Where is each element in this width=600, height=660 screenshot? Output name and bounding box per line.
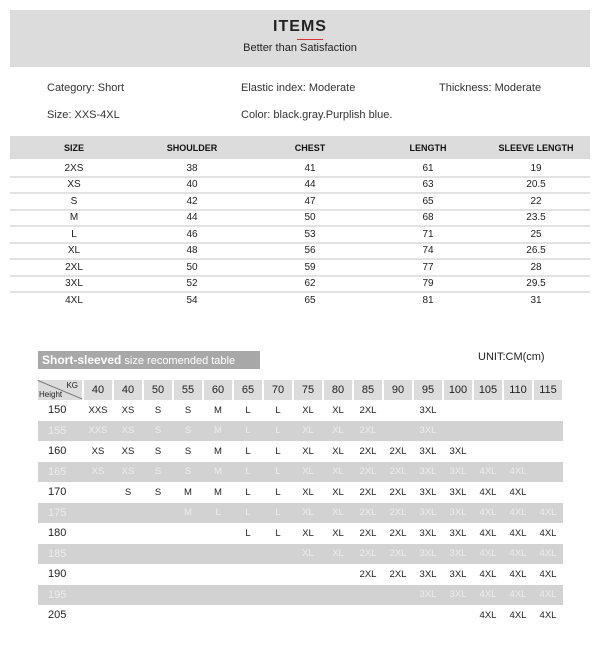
size-recommend-cell <box>503 441 533 462</box>
size-recommend-cell <box>83 482 113 503</box>
size-recommend-cell <box>383 400 413 421</box>
size-recommend-cell <box>113 523 143 544</box>
size-table-row <box>10 177 590 194</box>
size-recommend-cell <box>233 585 263 606</box>
recommend-table <box>38 380 564 626</box>
size-recommend-cell: XL <box>293 462 323 483</box>
weight-header: 80 <box>323 380 353 400</box>
size-recommend-cell: 2XL <box>353 421 383 442</box>
size-recommend-cell <box>533 421 563 442</box>
weight-header: 70 <box>263 380 293 400</box>
size-cell: 63 <box>374 177 482 194</box>
weight-header: 75 <box>293 380 323 400</box>
size-recommend-cell: XS <box>113 462 143 483</box>
weight-header: 40 <box>83 380 113 400</box>
size-cell: 25 <box>482 226 590 243</box>
size-cell: 22 <box>482 193 590 210</box>
size-recommend-cell: S <box>173 462 203 483</box>
size-recommend-cell: 4XL <box>533 585 563 606</box>
size-recommend-cell <box>83 544 113 565</box>
size-cell: 74 <box>374 243 482 260</box>
size-recommend-cell: 2XL <box>383 544 413 565</box>
size-recommend-cell: 2XL <box>389 445 407 457</box>
unit-label: UNIT:CM(cm) <box>478 351 545 363</box>
size-recommend-cell: 3XL <box>419 568 437 580</box>
size-cell: M <box>10 210 138 227</box>
size-recommend-cell: 4XL <box>479 527 497 539</box>
size-recommend-cell: XL <box>302 404 314 416</box>
recommend-row <box>38 585 563 606</box>
page-title: ITEMS <box>273 18 327 35</box>
size-recommend-cell <box>203 564 233 585</box>
size-cell: S <box>10 193 138 210</box>
size-recommend-cell <box>353 605 383 626</box>
size-recommend-cell <box>173 523 203 544</box>
size-cell: XL <box>10 243 138 260</box>
size-cell: 47 <box>246 193 374 210</box>
size-cell: 65 <box>374 193 482 210</box>
size-recommend-cell: 4XL <box>539 527 557 539</box>
size-cell: 26.5 <box>482 243 590 260</box>
size-recommend-cell: 3XL <box>413 585 443 606</box>
size-recommend-cell <box>473 441 503 462</box>
height-label: 165 <box>38 462 83 483</box>
size-recommend-cell <box>503 421 533 442</box>
size-table-row <box>10 243 590 260</box>
size-table <box>10 136 590 309</box>
size-recommend-cell <box>383 585 413 606</box>
size-cell: 50 <box>138 259 246 276</box>
size-recommend-cell: 2XL <box>359 527 377 539</box>
size-recommend-cell: 4XL <box>533 503 563 524</box>
size-cell: 38 <box>138 160 246 177</box>
size-recommend-cell: S <box>154 486 162 498</box>
size-recommend-cell: L <box>245 445 251 457</box>
weight-header: 90 <box>383 380 413 400</box>
size-recommend-cell <box>173 585 203 606</box>
size-recommend-cell: M <box>203 462 233 483</box>
size-cell: 42 <box>138 193 246 210</box>
size-cell: 79 <box>374 276 482 293</box>
elastic-info: Elastic index: Moderate <box>241 82 356 94</box>
size-recommend-cell: XS <box>91 445 105 457</box>
recommend-row <box>38 400 563 421</box>
color-info: Color: black.gray.Purplish blue. <box>241 109 393 121</box>
size-recommend-cell: 2XL <box>389 486 407 498</box>
size-recommend-cell: 4XL <box>479 568 497 580</box>
height-label: 195 <box>38 585 83 606</box>
height-label: 185 <box>38 544 83 565</box>
recommend-tag <box>38 351 260 369</box>
size-recommend-cell: S <box>154 445 162 457</box>
recommend-row <box>38 523 563 544</box>
size-table-row <box>10 226 590 243</box>
weight-header: 65 <box>233 380 263 400</box>
size-table-header <box>10 136 590 160</box>
recommend-row <box>38 462 563 483</box>
size-recommend-cell: XL <box>302 445 314 457</box>
size-recommend-cell <box>143 523 173 544</box>
size-recommend-cell: 3XL <box>449 486 467 498</box>
size-recommend-cell: XL <box>323 503 353 524</box>
size-cell: 62 <box>246 276 374 293</box>
size-recommend-cell: 2XL <box>389 527 407 539</box>
size-recommend-cell: L <box>245 404 251 416</box>
size-recommend-cell: 4XL <box>509 609 527 621</box>
size-recommend-cell: 2XL <box>359 486 377 498</box>
size-recommend-cell: 3XL <box>419 445 437 457</box>
size-recommend-cell: XXS <box>83 421 113 442</box>
size-recommend-cell <box>533 482 563 503</box>
size-recommend-cell <box>83 605 113 626</box>
size-recommend-cell: 3XL <box>413 544 443 565</box>
size-recommend-cell: 4XL <box>539 568 557 580</box>
size-cell: 52 <box>138 276 246 293</box>
size-recommend-cell: XL <box>332 404 344 416</box>
size-recommend-cell: XS <box>121 404 135 416</box>
size-recommend-cell: XS <box>121 445 135 457</box>
height-label: 150 <box>48 404 67 417</box>
size-recommend-cell: 4XL <box>533 544 563 565</box>
corner-kg-label: KG <box>66 381 78 390</box>
size-recommend-cell: L <box>263 462 293 483</box>
size-recommend-cell: 4XL <box>509 486 527 498</box>
size-recommend-cell <box>503 400 533 421</box>
size-recommend-cell <box>113 605 143 626</box>
weight-header: 60 <box>203 380 233 400</box>
size-recommend-cell: S <box>124 486 132 498</box>
recommend-table-header <box>38 380 563 400</box>
size-recommend-cell: 4XL <box>503 462 533 483</box>
size-recommend-cell: 2XL <box>359 568 377 580</box>
size-recommend-cell <box>323 564 353 585</box>
size-col-header: SHOULDER <box>138 136 246 160</box>
recommend-row <box>38 482 563 503</box>
size-cell: 53 <box>246 226 374 243</box>
weight-header: 110 <box>503 380 533 400</box>
title-underline <box>297 39 323 40</box>
size-recommend-cell <box>143 605 173 626</box>
size-cell: 19 <box>482 160 590 177</box>
size-recommend-cell: XL <box>302 486 314 498</box>
size-cell: 31 <box>530 295 542 307</box>
size-recommend-cell: 4XL <box>479 486 497 498</box>
size-recommend-cell: XL <box>332 527 344 539</box>
size-recommend-cell <box>113 564 143 585</box>
size-col-header: LENGTH <box>374 136 482 160</box>
size-recommend-cell: 2XL <box>353 544 383 565</box>
size-recommend-cell <box>473 400 503 421</box>
size-recommend-cell: XL <box>323 462 353 483</box>
size-recommend-cell: 2XL <box>383 462 413 483</box>
size-recommend-cell: XL <box>293 503 323 524</box>
size-cell: 4XL <box>65 295 83 307</box>
size-recommend-cell <box>533 462 563 483</box>
weight-header: 40 <box>113 380 143 400</box>
size-recommend-cell: M <box>214 486 222 498</box>
size-recommend-cell: 3XL <box>449 527 467 539</box>
size-recommend-cell <box>413 605 443 626</box>
recommend-row <box>38 544 563 565</box>
size-cell: 59 <box>246 259 374 276</box>
size-recommend-cell: XL <box>293 544 323 565</box>
size-recommend-cell: M <box>173 503 203 524</box>
size-recommend-cell: XS <box>83 462 113 483</box>
size-recommend-cell: M <box>214 404 222 416</box>
size-recommend-cell: L <box>263 421 293 442</box>
size-recommend-cell: 3XL <box>413 503 443 524</box>
size-recommend-cell <box>263 544 293 565</box>
size-recommend-cell: S <box>143 462 173 483</box>
size-recommend-cell: 3XL <box>443 503 473 524</box>
size-cell: 40 <box>138 177 246 194</box>
size-recommend-cell <box>263 564 293 585</box>
size-table-row <box>10 193 590 210</box>
size-recommend-cell: XL <box>293 421 323 442</box>
size-recommend-cell: L <box>203 503 233 524</box>
size-recommend-cell: L <box>233 421 263 442</box>
size-cell: 2XL <box>10 259 138 276</box>
height-label: 155 <box>38 421 83 442</box>
size-recommend-cell <box>233 544 263 565</box>
size-recommend-cell: S <box>184 404 192 416</box>
size-cell: 23.5 <box>482 210 590 227</box>
size-cell: 46 <box>138 226 246 243</box>
size-col-header: SLEEVE LENGTH <box>482 136 590 160</box>
height-label: 170 <box>48 486 67 499</box>
size-recommend-cell <box>323 585 353 606</box>
size-recommend-cell: 4XL <box>473 462 503 483</box>
size-cell: 44 <box>246 177 374 194</box>
corner-height-label: Height <box>39 390 63 399</box>
size-recommend-cell <box>173 605 203 626</box>
height-label: 205 <box>48 609 67 622</box>
size-cell: 54 <box>186 295 198 307</box>
size-cell: 81 <box>422 295 434 307</box>
size-recommend-cell: XL <box>302 527 314 539</box>
size-recommend-cell <box>143 585 173 606</box>
size-recommend-cell <box>233 605 263 626</box>
size-recommend-cell: 2XL <box>389 568 407 580</box>
size-recommend-cell: XS <box>113 421 143 442</box>
size-recommend-cell <box>113 585 143 606</box>
weight-header: 85 <box>353 380 383 400</box>
size-recommend-cell: 3XL <box>419 486 437 498</box>
weight-header: 55 <box>173 380 203 400</box>
recommend-row <box>38 421 563 442</box>
size-recommend-cell <box>113 544 143 565</box>
weight-header: 115 <box>533 380 563 400</box>
size-recommend-cell <box>143 564 173 585</box>
size-recommend-cell: 3XL <box>419 527 437 539</box>
size-recommend-cell: 4XL <box>473 585 503 606</box>
size-recommend-cell <box>203 544 233 565</box>
size-recommend-cell: L <box>275 486 281 498</box>
size-recommend-cell <box>533 400 563 421</box>
size-table-row <box>10 210 590 227</box>
weight-header: 100 <box>443 380 473 400</box>
size-recommend-cell: 3XL <box>449 445 467 457</box>
size-recommend-cell: XL <box>323 544 353 565</box>
size-recommend-cell: 2XL <box>383 503 413 524</box>
size-table-row <box>10 276 590 293</box>
size-recommend-cell: S <box>173 421 203 442</box>
size-cell: 41 <box>246 160 374 177</box>
size-recommend-cell: 4XL <box>503 585 533 606</box>
size-recommend-cell: 4XL <box>509 527 527 539</box>
size-recommend-cell <box>293 564 323 585</box>
size-recommend-cell: S <box>143 421 173 442</box>
size-recommend-cell: XL <box>332 486 344 498</box>
size-recommend-cell <box>173 564 203 585</box>
size-cell: 71 <box>374 226 482 243</box>
size-cell: 61 <box>374 160 482 177</box>
size-info: Size: XXS-4XL <box>47 109 120 121</box>
weight-header: 50 <box>143 380 173 400</box>
size-recommend-cell: 4XL <box>503 503 533 524</box>
size-cell: 29.5 <box>482 276 590 293</box>
size-cell: L <box>10 226 138 243</box>
size-recommend-cell <box>83 503 113 524</box>
size-cell: 50 <box>246 210 374 227</box>
page-subtitle: Better than Satisfaction <box>243 42 357 54</box>
size-col-header: CHEST <box>246 136 374 160</box>
size-recommend-cell: 4XL <box>473 544 503 565</box>
size-recommend-cell: 4XL <box>503 544 533 565</box>
title-banner <box>10 10 590 67</box>
recommend-tag-bold: Short-sleeved <box>42 353 122 367</box>
size-recommend-cell <box>443 400 473 421</box>
size-recommend-cell: L <box>233 503 263 524</box>
weight-header: 105 <box>473 380 503 400</box>
size-recommend-cell: 2XL <box>359 404 377 416</box>
size-recommend-cell: 2XL <box>359 445 377 457</box>
size-recommend-cell: 4XL <box>473 503 503 524</box>
size-recommend-cell <box>113 503 143 524</box>
size-recommend-cell <box>263 605 293 626</box>
size-recommend-cell <box>203 605 233 626</box>
size-recommend-cell <box>293 585 323 606</box>
size-col-header: SIZE <box>10 136 138 160</box>
weight-header: 95 <box>413 380 443 400</box>
height-label: 175 <box>38 503 83 524</box>
size-recommend-cell: L <box>275 404 281 416</box>
size-recommend-cell: XL <box>323 421 353 442</box>
size-recommend-cell: L <box>233 462 263 483</box>
size-recommend-cell: 3XL <box>443 462 473 483</box>
size-recommend-cell: L <box>245 486 251 498</box>
size-recommend-cell: 2XL <box>353 503 383 524</box>
size-recommend-cell: M <box>214 445 222 457</box>
size-recommend-cell: M <box>184 486 192 498</box>
size-cell: 20.5 <box>482 177 590 194</box>
size-cell: 65 <box>304 295 316 307</box>
thickness-info: Thickness: Moderate <box>439 82 542 94</box>
size-recommend-cell <box>293 605 323 626</box>
size-recommend-cell <box>83 523 113 544</box>
size-recommend-cell <box>353 585 383 606</box>
size-recommend-cell <box>533 441 563 462</box>
height-label: 190 <box>48 568 67 581</box>
size-recommend-cell: 3XL <box>443 585 473 606</box>
size-recommend-cell <box>323 605 353 626</box>
recommend-row <box>38 503 563 524</box>
size-recommend-cell: 3XL <box>443 544 473 565</box>
size-recommend-cell: 4XL <box>539 609 557 621</box>
size-recommend-cell <box>263 585 293 606</box>
size-cell: 48 <box>138 243 246 260</box>
size-recommend-cell: XXS <box>88 404 108 416</box>
size-recommend-cell: L <box>245 527 251 539</box>
size-cell: 28 <box>482 259 590 276</box>
size-recommend-cell <box>83 564 113 585</box>
size-recommend-cell <box>203 585 233 606</box>
size-recommend-cell: 3XL <box>419 404 437 416</box>
size-recommend-cell: 2XL <box>353 462 383 483</box>
size-recommend-cell: 3XL <box>449 568 467 580</box>
recommend-row <box>38 564 563 585</box>
recommend-row <box>38 441 563 462</box>
size-recommend-cell: S <box>154 404 162 416</box>
size-cell: 77 <box>374 259 482 276</box>
recommend-tag-rest: size recomended table <box>121 355 236 367</box>
size-recommend-cell <box>143 503 173 524</box>
size-cell: 44 <box>138 210 246 227</box>
size-cell: 68 <box>374 210 482 227</box>
size-recommend-cell: 4XL <box>509 568 527 580</box>
size-recommend-cell <box>473 421 503 442</box>
size-recommend-cell <box>203 523 233 544</box>
size-recommend-cell <box>233 564 263 585</box>
size-cell: 3XL <box>10 276 138 293</box>
size-recommend-cell: L <box>275 527 281 539</box>
height-label: 180 <box>48 527 67 540</box>
size-recommend-cell <box>383 605 413 626</box>
size-recommend-cell <box>173 544 203 565</box>
recommend-row <box>38 605 563 626</box>
size-table-row <box>10 160 590 177</box>
size-recommend-cell: 3XL <box>413 421 443 442</box>
size-recommend-cell: S <box>184 445 192 457</box>
size-recommend-cell: 3XL <box>413 462 443 483</box>
size-cell: XS <box>10 177 138 194</box>
size-recommend-cell <box>383 421 413 442</box>
size-recommend-cell <box>443 605 473 626</box>
size-recommend-cell: 4XL <box>479 609 497 621</box>
category-info: Category: Short <box>47 82 125 94</box>
size-table-row <box>10 259 590 276</box>
size-recommend-cell: XL <box>332 445 344 457</box>
size-recommend-cell: L <box>263 503 293 524</box>
size-recommend-cell <box>143 544 173 565</box>
height-label: 160 <box>48 445 67 458</box>
size-recommend-cell: L <box>275 445 281 457</box>
size-cell: 2XS <box>10 160 138 177</box>
size-cell: 56 <box>246 243 374 260</box>
size-recommend-cell: M <box>203 421 233 442</box>
corner-cell <box>38 380 83 400</box>
size-table-row <box>10 292 590 309</box>
size-recommend-cell <box>443 421 473 442</box>
size-recommend-cell <box>83 585 113 606</box>
